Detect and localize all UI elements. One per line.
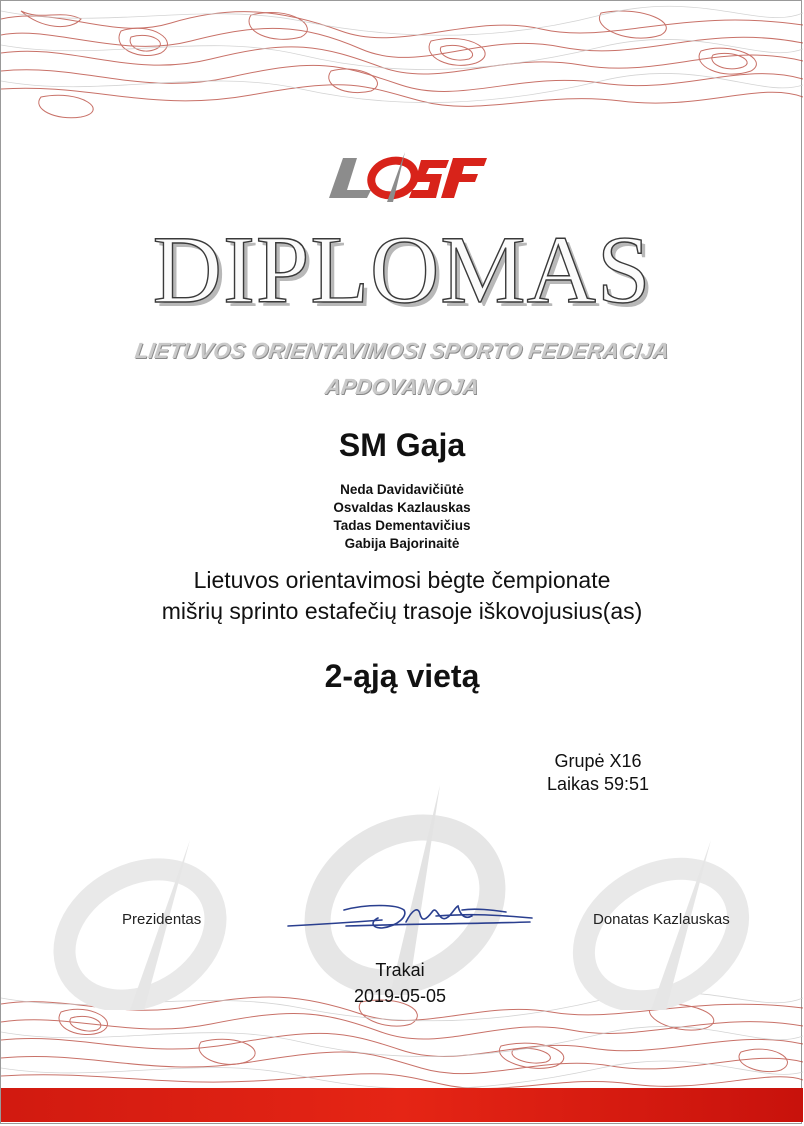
result-details xyxy=(520,750,676,796)
date: 2019-05-05 xyxy=(353,986,447,1006)
achievement-description xyxy=(0,565,804,627)
topographic-pattern-top xyxy=(1,1,803,121)
member-name: Tadas Dementavičius xyxy=(333,518,471,533)
location-date xyxy=(300,957,500,1009)
member-name: Neda Davidavičiūtė xyxy=(340,482,464,497)
description-line: mišrių sprinto estafečių trasoje iškovojusius(as) xyxy=(161,598,643,624)
signatory-name: Donatas Kazlauskas xyxy=(593,911,730,928)
member-name: Gabija Bajorinaitė xyxy=(344,536,460,551)
location: Trakai xyxy=(375,960,425,980)
signatory-role: Prezidentas xyxy=(122,911,202,928)
losf-logo xyxy=(325,152,489,202)
placement: 2-ąją vietą xyxy=(324,658,480,694)
team-name: SM Gaja xyxy=(338,427,466,463)
bottom-red-band xyxy=(1,1088,803,1122)
time-label: Laikas 59:51 xyxy=(546,774,650,794)
federation-name: LIETUVOS ORIENTAVIMOSI SPORTO FEDERACIJA xyxy=(133,338,671,363)
group-label: Grupė X16 xyxy=(554,751,642,771)
description-line: Lietuvos orientavimosi bėgte čempionate xyxy=(193,567,611,593)
handwritten-signature xyxy=(286,896,536,936)
diploma-title: DIPLOMAS xyxy=(152,216,652,323)
team-members xyxy=(0,481,804,553)
federation-awards: APDOVANOJA xyxy=(323,374,481,399)
member-name: Osvaldas Kazlauskas xyxy=(333,500,471,515)
